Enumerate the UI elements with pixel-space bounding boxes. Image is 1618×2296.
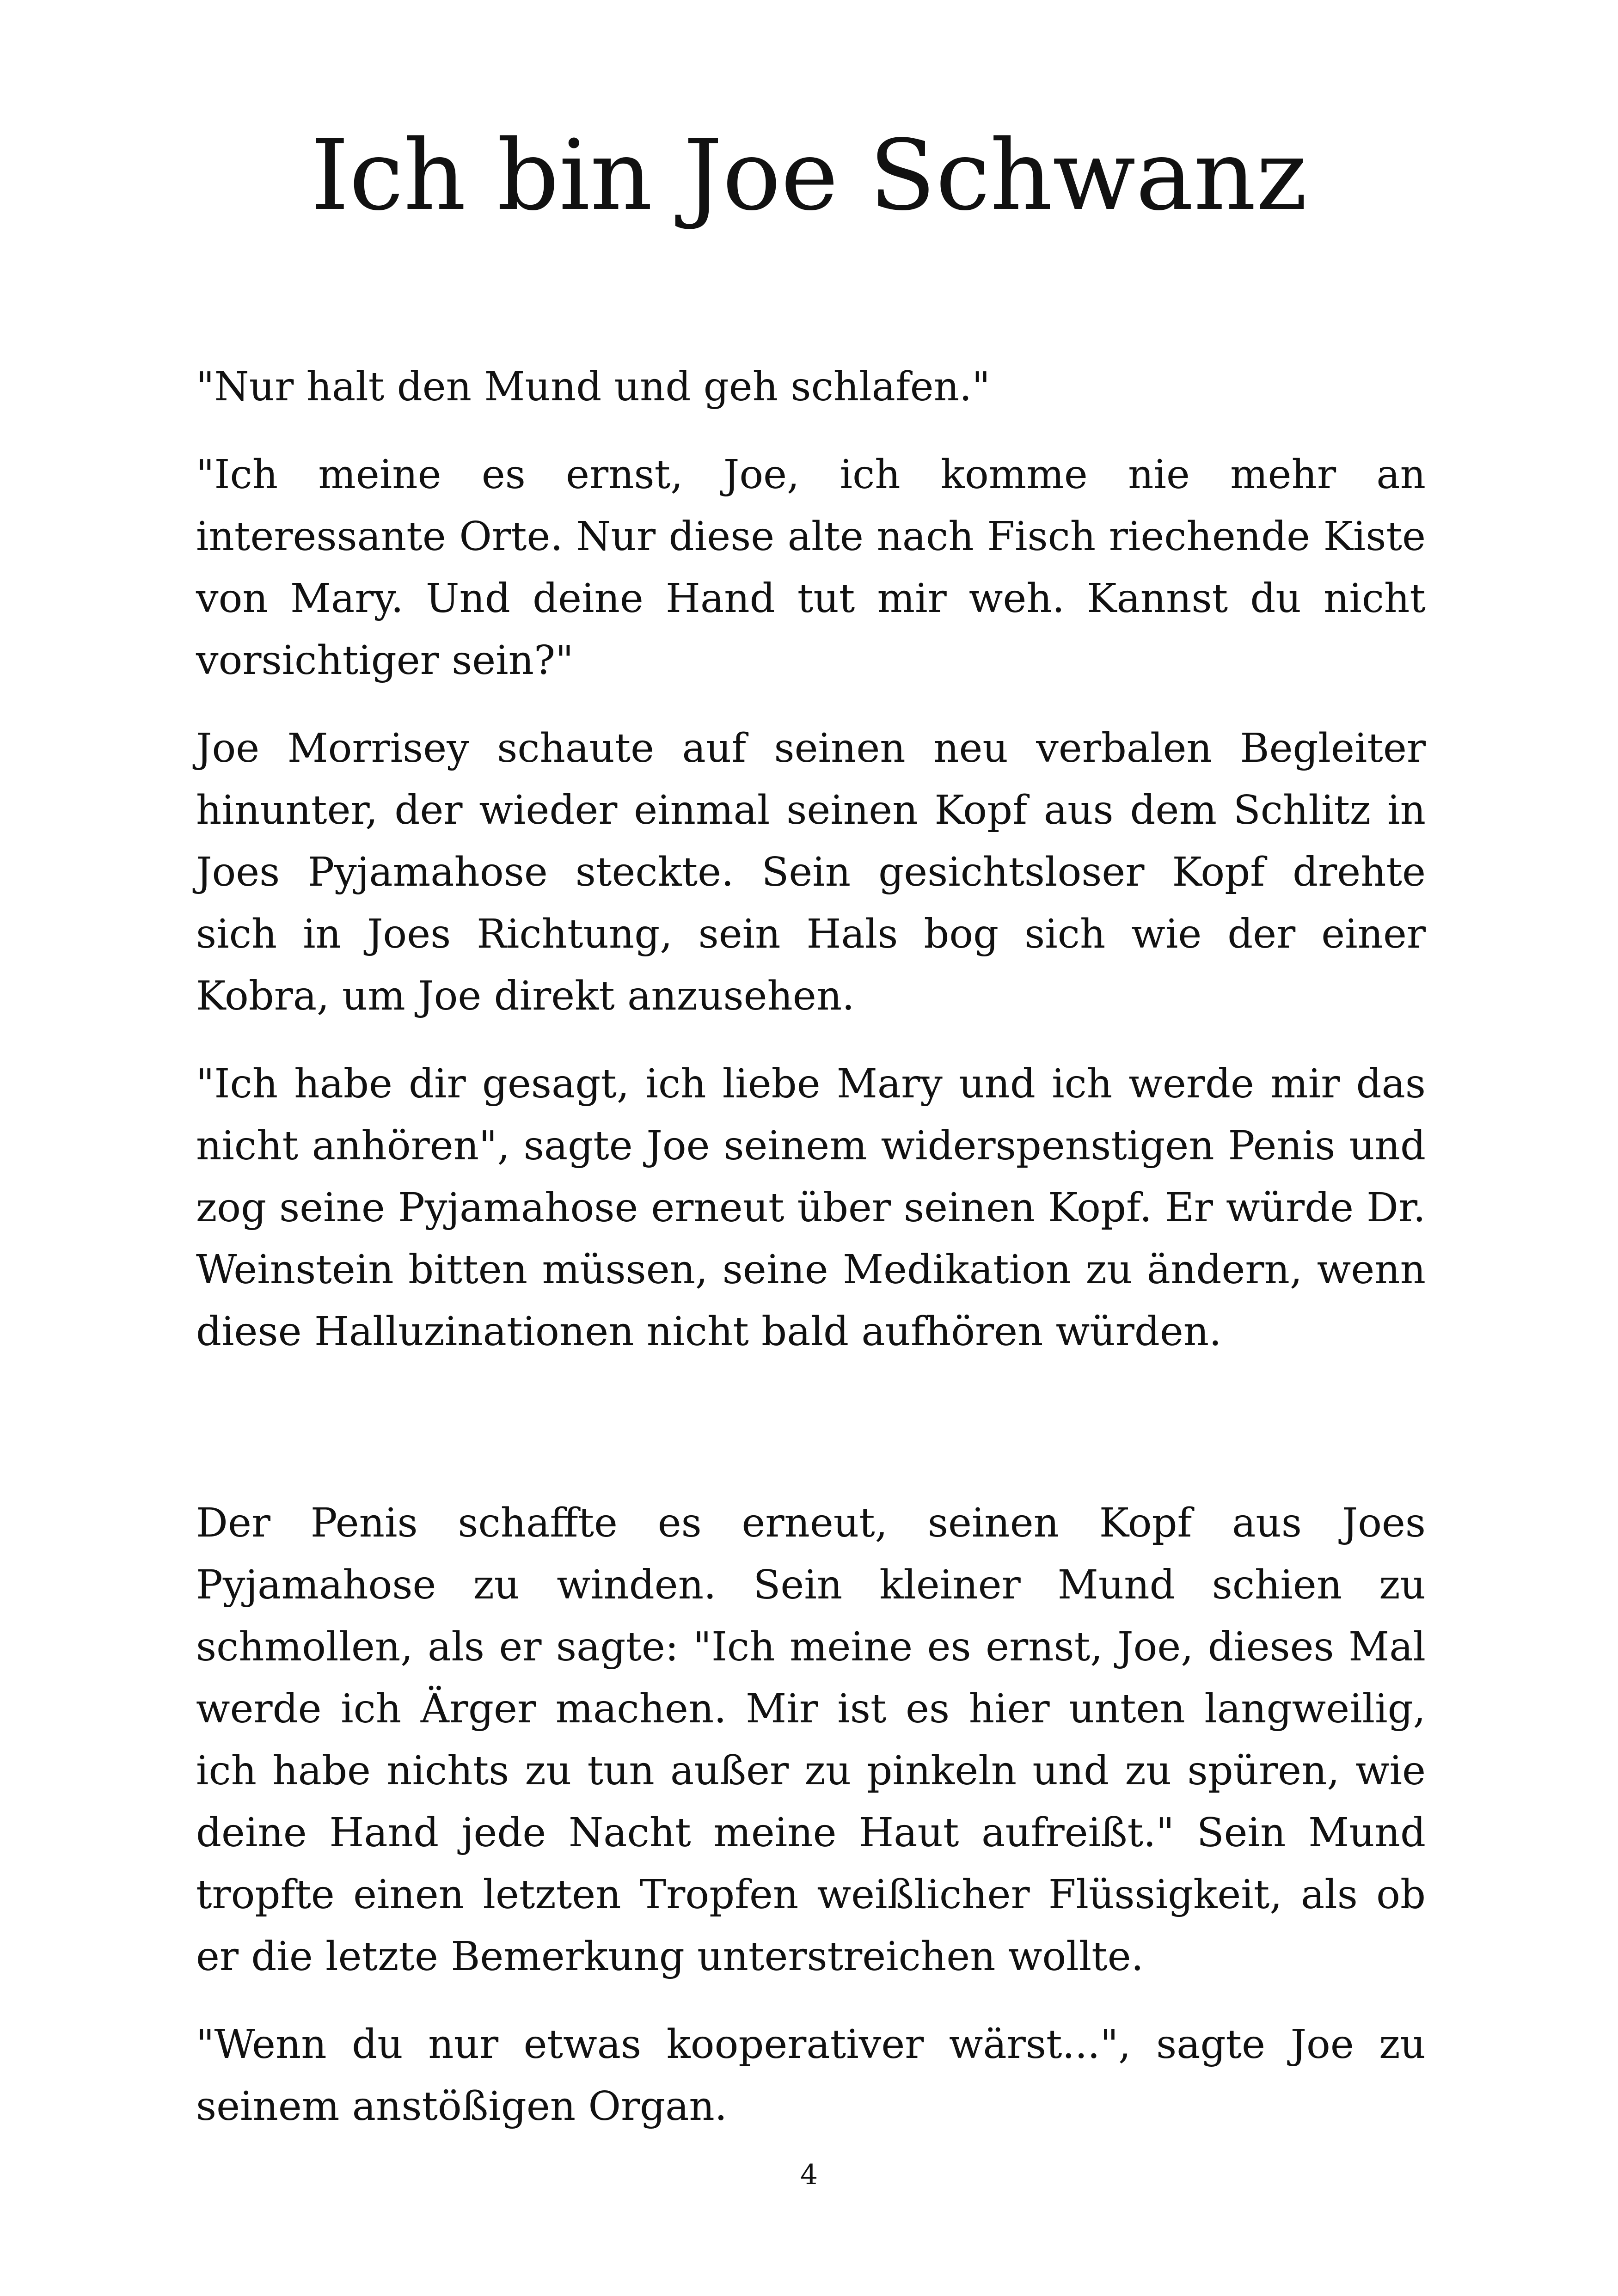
paragraph-6: "Wenn du nur etwas kooperativer wärst...", sagte Joe zu seinem anstößigen Organ. xyxy=(196,2021,1426,2130)
paragraph-2: "Ich meine es ernst, Joe, ich komme nie mehr an interessante Orte. Nur diese alte nach Fisch riechende Kiste von Mary. Und deine Hand tut mir weh. Kannst du nicht vorsichtiger sein?" xyxy=(196,452,1426,684)
paragraph-1: "Nur halt den Mund und geh schlafen." xyxy=(196,364,990,410)
page-number: 4 xyxy=(800,2159,818,2191)
paragraph-4: "Ich habe dir gesagt, ich liebe Mary und ich werde mir das nicht anhören", sagte Joe seinem widerspenstigen Penis und zog seine Pyjamahose erneut über seinen Kopf. Er würde Dr. Weinstein bitten müssen, seine Medikation zu ändern, wenn diese Halluzinationen nicht bald aufhören würden. xyxy=(196,1061,1426,1355)
chapter-title: Ich bin Joe Schwanz xyxy=(311,119,1307,232)
paragraph-3: Joe Morrisey schaute auf seinen neu verbalen Begleiter hinunter, der wieder einmal seinen Kopf aus dem Schlitz in Joes Pyjamahose steckte. Sein gesichtsloser Kopf drehte sich in Joes Richtung, sein Hals bog sich wie der einer Kobra, um Joe direkt anzusehen. xyxy=(196,725,1426,1019)
chapter-body xyxy=(196,356,1426,2163)
paragraph-5: Der Penis schaffte es erneut, seinen Kopf aus Joes Pyjamahose zu winden. Sein kleiner Mund schien zu schmollen, als er sagte: "Ich meine es ernst, Joe, dieses Mal werde ich Ärger machen. Mir ist es hier unten langweilig, ich habe nichts zu tun außer zu pinkeln und zu spüren, wie deine Hand jede Nacht meine Haut aufreißt." Sein Mund tropfte einen letzten Tropfen weißlicher Flüssigkeit, als ob er die letzte Bemerkung unterstreichen wollte. xyxy=(196,1500,1426,1980)
